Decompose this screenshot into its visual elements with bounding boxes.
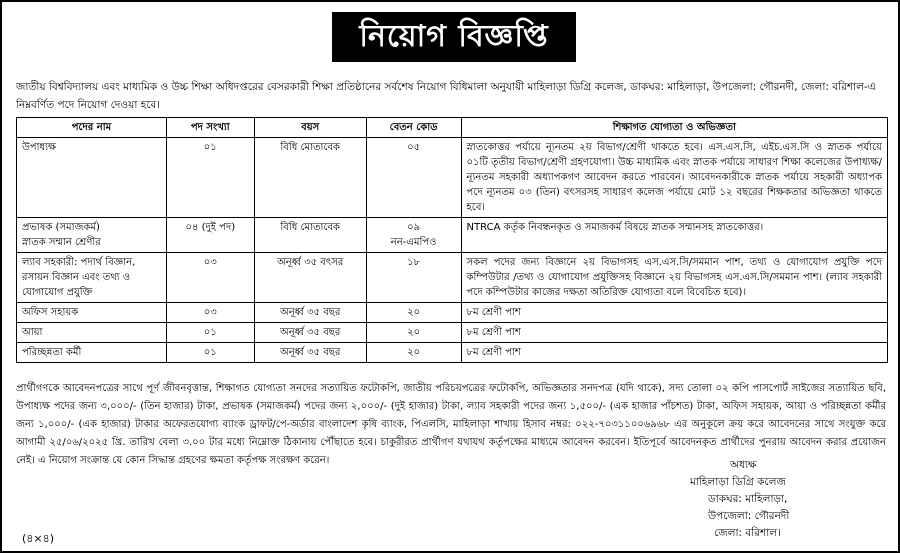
vacancy-table — [16, 117, 888, 363]
post-qualification: ৮ম শ্রেণী পাশ — [461, 343, 887, 363]
post-name: আয়া — [17, 323, 167, 343]
post-count: ০৪ (দুই পদ) — [166, 218, 254, 253]
notice-title: নিয়োগ বিজ্ঞপ্তি — [332, 12, 576, 62]
ad-size-code: (৪×৪) — [22, 532, 55, 545]
application-instructions: প্রার্থীগণকে আবেদনপত্রের সাথে পূর্ণ জীবনবৃত্তান্ত, শিক্ষাগত যোগ্যতা সনদের সত্যায়িত ফটোকপি, জাতীয় পরিচয়পত্রের ফটোকপি, অভিজ্ঞতার সনদপত্র (যদি থাকে), সদ্য তোলা ০২ কপি পাসপোর্ট সাইজের সত্যায়িত ছবি, উপাধ্যক্ষ পদের জন্য ৩,০০০/- (তিন হাজার) টাকা, প্রভাষক (সমাজকর্ম) পদের জন্য ২,০০০/- (দুই হাজার) টাকা, ল্যাব সহকারী পদের জন্য ১,৫০০/- (এক হাজার পাঁচশত) টাকা, অফিস সহায়ক, আয়া ও পরিচ্ছন্নতা কর্মীর জন্য ১,০০০/- (এক হাজার) টাকার অফেরতযোগ্য ব্যাংক ড্রাফট/পে-অর্ডার বাংলাদেশ কৃষি ব্যাংক, পিএলসি, মাহিলাড়া শাখায় হিসাব নম্বর: ০২২-৭০৩১১০০৬৯৬৮ এর অনুকূলে ক্রয় করে আবেদনের সাথে সংযুক্ত করে আগামী ২৫/০৬/২০২৫ খ্রি. তারিখ বেলা ৩.০০ টার মধ্যে নিম্নোক্ত ঠিকানায় পৌঁছাতে হবে। চাকুরীরত প্রার্থীগণ যথাযথ কর্তৃপক্ষের মাধ্যমে আবেদন করবেন। ইতিপূর্বে আবেদনকৃত প্রার্থীদের পুনরায় আবেদন করার প্রয়োজন নেই। এ নিয়োগ সংক্রান্ত যে কোন সিদ্ধান্ত গ্রহণের ক্ষমতা কর্তৃপক্ষ সংরক্ষণ করেন। — [16, 383, 886, 466]
post-salary-code: ২০ — [366, 303, 461, 323]
post-age: অনূর্ধ্ব ৩৫ বছর — [254, 343, 366, 363]
post-name-sub: স্নাতক সম্মান শ্রেণীর — [22, 237, 101, 248]
post-name-cell — [17, 218, 167, 253]
table-row — [17, 303, 888, 323]
post-age: বিধি মোতাবেক — [254, 218, 366, 253]
header-qualification: শিক্ষাগত যোগ্যতা ও অভিজ্ঞতা — [461, 118, 887, 138]
post-count: ০১ — [166, 323, 254, 343]
header-post: পদের নাম — [17, 118, 167, 138]
table-row — [17, 323, 888, 343]
post-count: ০৩ — [166, 253, 254, 303]
post-count: ০১ — [166, 343, 254, 363]
table-row — [17, 138, 888, 218]
notice-intro: জাতীয় বিশ্ববিদ্যালয় এবং মাধ্যমিক ও উচ্চ শিক্ষা অধিদপ্তরের বেসরকারী শিক্ষা প্রতিষ্ঠানের সর্বশেষ নিয়োগ বিধিমালা অনুযায়ী মাহিলাড়া ডিগ্রি কলেজ, ডাকঘর: মাহিলাড়া, উপজেলা: গৌরনদী, জেলা: বরিশাল-এ নিম্নবর্ণিত পদে নিয়োগ দেওয়া হবে। — [16, 81, 876, 111]
post-salary-code: ১৮ — [366, 253, 461, 303]
header-salary-code: বেতন কোড — [366, 118, 461, 138]
table-row — [17, 253, 888, 303]
post-salary-code: ০৯ — [407, 222, 421, 233]
post-salary-code-note: নন-এমপিও — [390, 237, 437, 248]
signature-upazila: উপজেলা: গৌরনদী — [708, 510, 790, 522]
post-age: অনূর্ধ্ব ৩৫ বছর — [254, 323, 366, 343]
header-count: পদ সংখ্যা — [166, 118, 254, 138]
post-name: উপাধ্যক্ষ — [17, 138, 167, 218]
post-salary-code: ০৫ — [366, 138, 461, 218]
signature-block — [690, 457, 789, 542]
header-age: বয়স — [254, 118, 366, 138]
post-qualification: ৮ম শ্রেণী পাশ — [461, 303, 887, 323]
post-count: ০১ — [166, 138, 254, 218]
post-qualification: স্নাতকোত্তর পর্যায়ে ন্যূনতম ২য় বিভাগ/শ্রেণী থাকতে হবে। এস.এস.সি, এইচ.এস.সি ও স্নাতক পর্যায়ে ০১টি তৃতীয় বিভাগ/শ্রেণী গ্রহণযোগ্য। উচ্চ মাধ্যমিক এবং স্নাতক পর্যায়ে সাধারণ শিক্ষা কলেজের উপাধ্যক্ষ/ন্যূনতম সহকারী অধ্যাপকগণ আবেদন করতে পারবেন। আবেদনকারীকে স্নাতক পর্যায়ে সহকারী অধ্যাপক পদে ন্যূনতম ০৩ (তিন) বৎসরসহ সাধারণ কলেজ পর্যায়ে মোট ১২ বছরের শিক্ষকতার অভিজ্ঞতা থাকতে হবে। — [461, 138, 887, 218]
table-row — [17, 343, 888, 363]
post-salary-code-cell — [366, 218, 461, 253]
post-qualification: ৮ম শ্রেণী পাশ — [461, 323, 887, 343]
post-name: পরিচ্ছন্নতা কর্মী — [17, 343, 167, 363]
signature-district: জেলা: বরিশাল। — [714, 527, 781, 539]
table-row — [17, 218, 888, 253]
post-name: অফিস সহায়ক — [17, 303, 167, 323]
post-count: ০৩ — [166, 303, 254, 323]
post-age: অনূর্ধ্ব ৩৫ বছর — [254, 303, 366, 323]
post-age: বিধি মোতাবেক — [254, 138, 366, 218]
post-name: প্রভাষক (সমাজকর্ম) — [22, 222, 100, 233]
post-qualification: NTRCA কর্তৃক নিবন্ধনকৃত ও সমাজকর্ম বিষয়ে স্নাতক সম্মানসহ স্নাতকোত্তর। — [461, 218, 887, 253]
signature-title: অধ্যক্ষ — [730, 459, 757, 471]
post-age: অনূর্ধ্ব ৩৫ বৎসর — [254, 253, 366, 303]
signature-post-office: ডাকঘর: মাহিলাড়া, — [708, 493, 788, 505]
post-salary-code: ২০ — [366, 323, 461, 343]
signature-college: মাহিলাড়া ডিগ্রি কলেজ — [690, 476, 786, 488]
post-name: ল্যাব সহকারী: পদার্থ বিজ্ঞান, রসায়ন বিজ্ঞান এবং তথ্য ও যোগাযোগ প্রযুক্তি — [17, 253, 167, 303]
post-qualification: সকল পদের জন্য বিজ্ঞানে ২য় বিভাগসহ এস.এস.সি/সমমান পাশ, তথ্য ও যোগাযোগ প্রযুক্তি পদে কম্পিউটার /তথ্য ও যোগাযোগ প্রযুক্তিসহ বিজ্ঞানে ২য় বিভাগসহ এস.এস.সি/সমমান পাশ। (ল্যাব সহকারী পদে কম্পিউটার কাজের দক্ষতা অতিরিক্ত যোগ্যতা বলে বিবেচিত হবে)। — [461, 253, 887, 303]
post-salary-code: ২০ — [366, 343, 461, 363]
table-header-row — [17, 118, 888, 138]
